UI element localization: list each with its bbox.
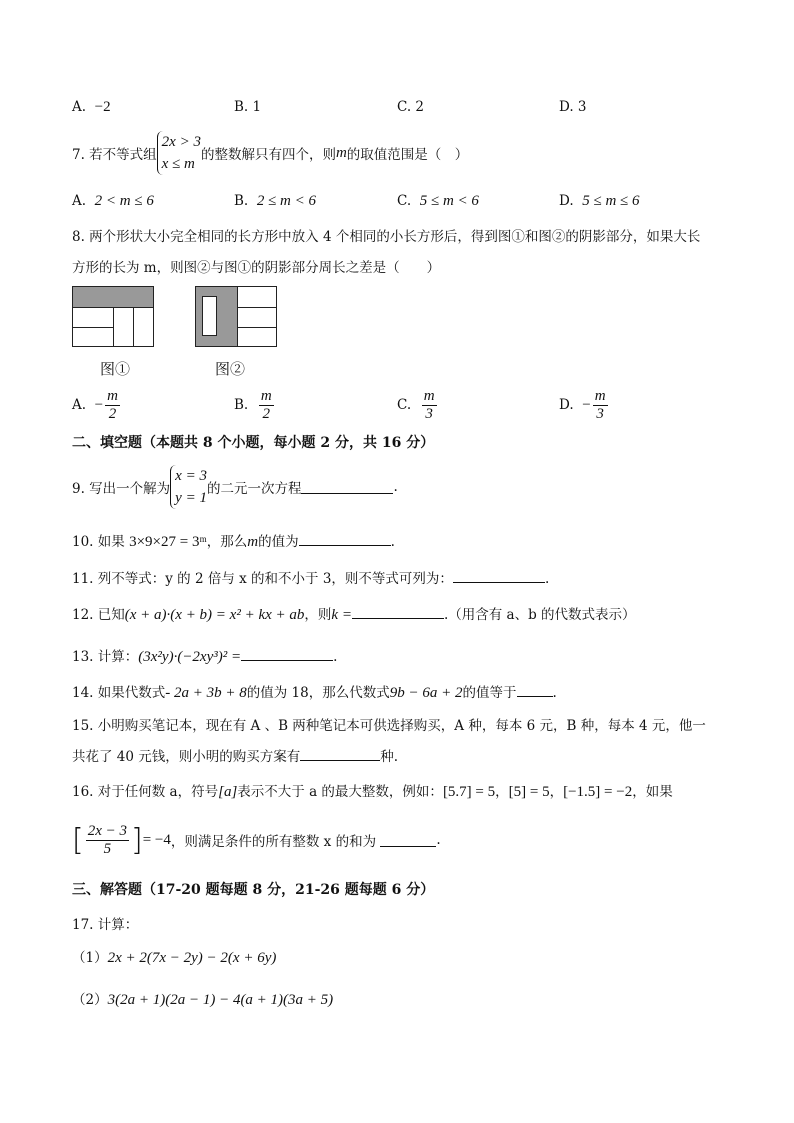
q7-eq2: x ≤ m bbox=[161, 156, 195, 172]
q11: 11. 列不等式：y 的 2 倍与 x 的和不小于 3，则不等式可列为： . bbox=[72, 571, 550, 587]
q7-suffix-a: 的整数解只有四个，则 bbox=[200, 147, 336, 163]
q16-answer-blank[interactable] bbox=[380, 833, 436, 847]
figure-2-caption: 图② bbox=[215, 360, 246, 378]
q8-line2: 方形的长为 m，则图②与图①的阴影部分周长之差是（ ） bbox=[72, 260, 441, 276]
q8-option-d: D. − $\frac{m}{3}$ bbox=[559, 387, 606, 422]
q7-option-b: B. 2 ≤ m < 6 bbox=[234, 193, 316, 209]
figure-1-shaded-area bbox=[73, 287, 153, 307]
q8-option-a: A. − $\frac{m}{2}$ bbox=[72, 387, 118, 422]
q10: 10. 如果 3×9×27 = 3ᵐ，那么m的值为 . bbox=[72, 534, 395, 550]
q6-option-a: A. −2 bbox=[72, 99, 111, 115]
figure-1 bbox=[72, 286, 154, 347]
figure-2-divider bbox=[237, 327, 276, 328]
q9-equation-system: x = 3 y = 1 bbox=[170, 465, 207, 509]
q17-part-1: （1）2x + 2(7x − 2y) − 2(x + 6y) bbox=[72, 950, 277, 966]
q7-inequality-system bbox=[157, 131, 201, 175]
section-2-heading: 二、填空题（本题共 8 个小题，每小题 2 分，共 16 分） bbox=[72, 435, 435, 451]
q12-answer-blank[interactable] bbox=[352, 605, 444, 619]
q6-option-b: B. 1 bbox=[234, 99, 262, 115]
q7-var: m bbox=[335, 144, 347, 161]
figure-2-divider bbox=[237, 287, 238, 346]
q17-title: 17. 计算： bbox=[72, 917, 139, 933]
q7-suffix-b: 的取值范围是（ ） bbox=[346, 147, 469, 163]
q8-option-b: B. $\frac{m}{2}$ bbox=[234, 387, 272, 422]
q6-option-a-value: −2 bbox=[94, 99, 111, 115]
q13-answer-blank[interactable] bbox=[241, 647, 333, 661]
q14: 14. 如果代数式- 2a + 3b + 8的值为 18，那么代数式9b − 6a + 2的值等于 . bbox=[72, 685, 557, 701]
figure-1-divider bbox=[113, 307, 114, 346]
q7-eq1: 2x > 3 bbox=[161, 134, 201, 150]
q15-line1: 15. 小明购买笔记本，现在有 A 、B 两种笔记本可供选择购买，A 种，每本 6 元，B 种，每本 4 元，他一 bbox=[72, 718, 706, 734]
q6-option-c: C. 2 bbox=[397, 99, 425, 115]
q14-answer-blank[interactable] bbox=[517, 683, 553, 697]
q9: 9. 写出一个解为 x = 3 y = 1 的二元一次方程 . bbox=[72, 464, 398, 510]
figure-1-divider bbox=[133, 307, 134, 346]
figure-2 bbox=[195, 286, 277, 347]
q16-line2: [ $\frac{2x - 3}{5}$ ] = −4 ，则满足条件的所有整数 x 的和为 . bbox=[72, 822, 441, 858]
q7-option-c: C. 5 ≤ m < 6 bbox=[397, 193, 479, 209]
q15-answer-blank[interactable] bbox=[300, 747, 380, 761]
q13: 13. 计算：(3x²y)·(−2xy³)² = . bbox=[72, 649, 338, 665]
figure-1-divider bbox=[73, 327, 113, 328]
q7-stem bbox=[72, 130, 468, 176]
figure-2-divider bbox=[237, 307, 276, 308]
section-3-heading: 三、解答题（17-20 题每题 8 分，21-26 题每题 6 分） bbox=[72, 882, 435, 898]
q11-answer-blank[interactable] bbox=[453, 569, 545, 583]
q10-answer-blank[interactable] bbox=[299, 532, 391, 546]
q8-line1: 8. 两个形状大小完全相同的长方形中放入 4 个相同的小长方形后，得到图①和图②的阴影部分，如果大长 bbox=[72, 229, 701, 245]
q16-line1: 16. 对于任何数 a，符号[a]表示不大于 a 的最大整数，例如：[5.7] = 5，[5] = 5，[−1.5] = −2，如果 bbox=[72, 784, 673, 800]
q9-answer-blank[interactable] bbox=[301, 480, 393, 494]
q12: 12. 已知(x + a)·(x + b) = x² + kx + ab，则k = .（用含有 a、b 的代数式表示） bbox=[72, 607, 636, 623]
figure-2-inner-rect bbox=[202, 296, 217, 336]
q17-part-2: （2）3(2a + 1)(2a − 1) − 4(a + 1)(3a + 5) bbox=[72, 992, 334, 1008]
q16-fraction: $\frac{2x - 3}{5}$ bbox=[87, 822, 127, 857]
q6-option-d: D. 3 bbox=[559, 99, 587, 115]
q7-prefix: 7. 若不等式组 bbox=[72, 147, 157, 163]
q7-option-a: A. 2 < m ≤ 6 bbox=[72, 193, 154, 209]
q7-option-d: D. 5 ≤ m ≤ 6 bbox=[559, 193, 640, 209]
figure-1-caption: 图① bbox=[100, 360, 131, 378]
q15-line2: 共花了 40 元钱，则小明的购买方案有 种. bbox=[72, 749, 399, 765]
q8-option-c: C. $\frac{m}{3}$ bbox=[397, 387, 435, 422]
